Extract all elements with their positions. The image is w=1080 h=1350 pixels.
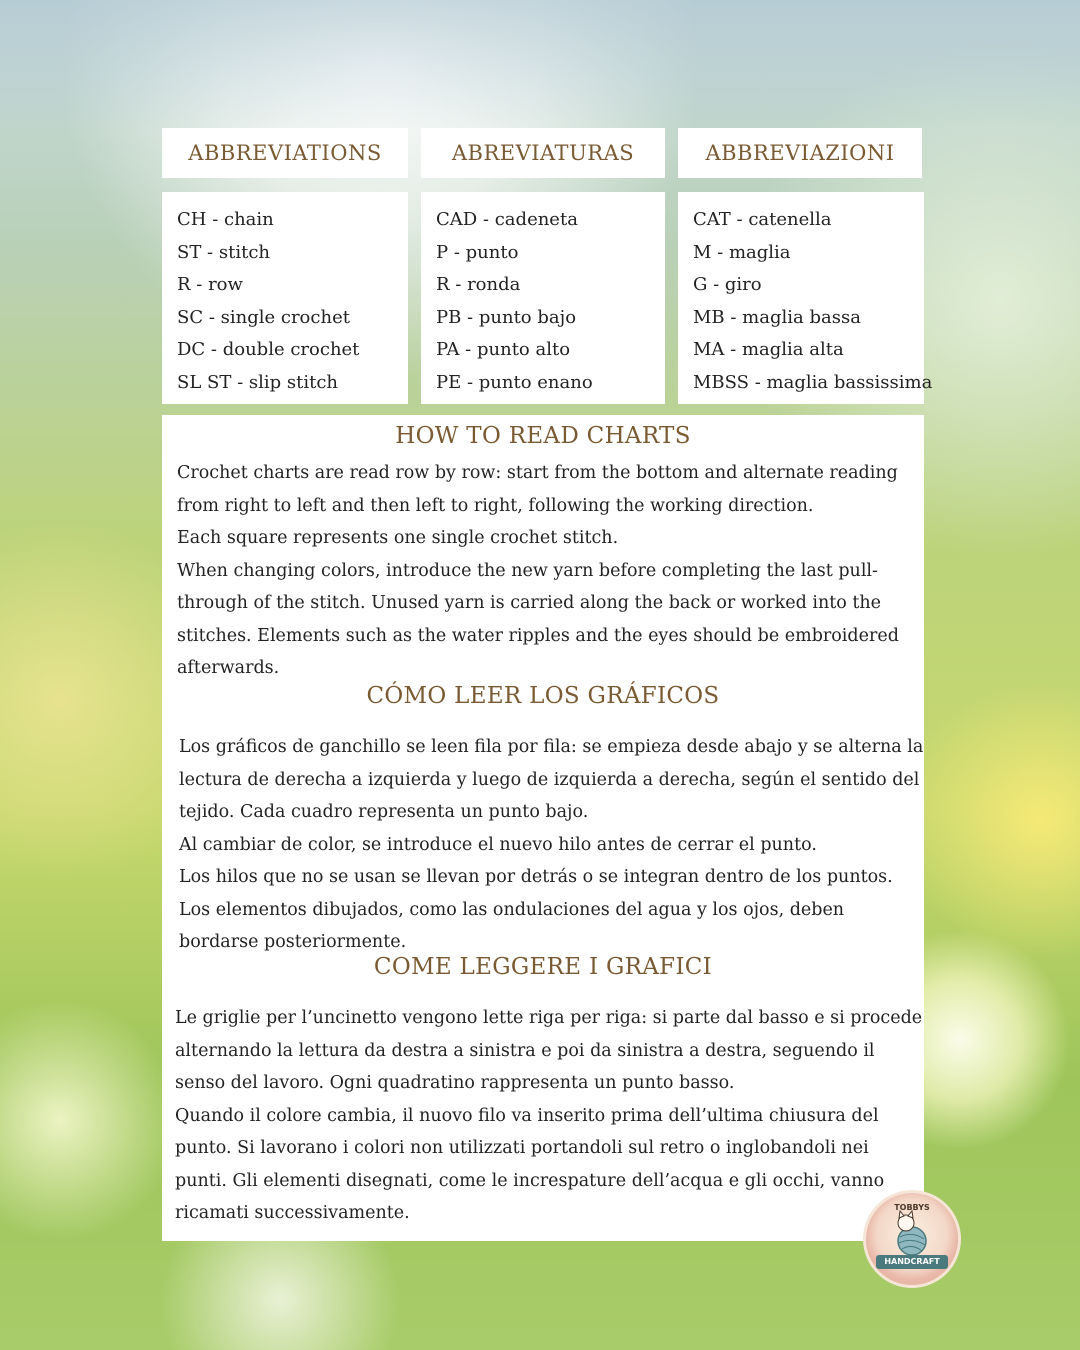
section-en xyxy=(162,423,924,685)
yarn-ball-cat-icon xyxy=(866,1193,958,1285)
paragraph-line: afterwards. xyxy=(177,658,280,678)
list-item: G - giro xyxy=(693,274,762,295)
abbreviations-list-en xyxy=(162,192,408,404)
list-item: PA - punto alto xyxy=(436,339,571,360)
list-item: SL ST - slip stitch xyxy=(177,371,338,393)
paragraph-line: lectura de derecha a izquierda y luego de izquierda a derecha, según el sentido del xyxy=(179,769,920,790)
instructions-card xyxy=(162,415,924,1241)
paragraph-line: from right to left and then left to right, following the working direction. xyxy=(177,495,814,516)
abbreviations-header-it xyxy=(678,128,922,178)
abbreviation-list xyxy=(421,192,665,399)
paragraph-line: Le griglie per l’uncinetto vengono lette riga per riga: si parte dal basso e si procede xyxy=(175,1008,923,1028)
list-item: R - ronda xyxy=(436,274,521,295)
paragraph-line: When changing colors, introduce the new yarn before completing the last pull- xyxy=(177,560,878,581)
list-item: M - maglia xyxy=(693,241,791,263)
list-item: MA - maglia alta xyxy=(693,339,844,360)
list-item: SC - single crochet xyxy=(177,306,350,328)
abbreviations-list-it xyxy=(678,192,933,404)
section-title: CÓMO LEER LOS GRÁFICOS xyxy=(366,683,720,709)
paragraph-line: alternando la lettura da destra a sinistra e poi da sinistra a destra, seguendo il xyxy=(175,1040,875,1061)
paragraph-line: ricamati successivamente. xyxy=(175,1203,410,1223)
paragraph-line: Crochet charts are read row by row: start from the bottom and alternate reading xyxy=(177,463,898,483)
paragraph-line: tejido. Cada cuadro representa un punto bajo. xyxy=(179,802,589,822)
background-sky xyxy=(0,0,1080,130)
section-title: COME LEGGERE I GRAFICI xyxy=(373,954,713,980)
list-item: MB - maglia bassa xyxy=(693,306,861,328)
list-item: ST - stitch xyxy=(177,241,270,263)
logo-ribbon: HANDCRAFT xyxy=(876,1255,948,1269)
logo-top-text: TOBBYS xyxy=(894,1203,930,1212)
section-it xyxy=(162,954,924,1230)
paragraph-line: Quando il colore cambia, il nuovo filo va inserito prima dell’ultima chiusura del xyxy=(175,1105,879,1126)
list-item: PE - punto enano xyxy=(436,371,593,393)
list-item: CAD - cadeneta xyxy=(436,209,578,230)
list-item: CH - chain xyxy=(177,209,274,230)
list-item: CAT - catenella xyxy=(693,209,832,230)
list-item: DC - double crochet xyxy=(177,339,360,360)
list-item: R - row xyxy=(177,274,243,295)
paragraph-line: through of the stitch. Unused yarn is carried along the back or worked into the xyxy=(177,593,882,613)
paragraph-line: senso del lavoro. Ogni quadratino rappresenta un punto basso. xyxy=(175,1073,735,1093)
paragraph-line: bordarse posteriormente. xyxy=(179,932,407,952)
paragraph-line: Los gráficos de ganchillo se leen fila por fila: se empieza desde abajo y se alterna la xyxy=(179,737,924,757)
paragraph-line: Each square represents one single crochet stitch. xyxy=(177,528,619,548)
section-es xyxy=(162,683,924,959)
abbreviations-header-en xyxy=(162,128,408,178)
list-item: PB - punto bajo xyxy=(436,306,577,328)
paragraph-line: punti. Gli elementi disegnati, come le increspature dell’acqua e gli occhi, vanno xyxy=(175,1170,885,1191)
abbreviations-header-es xyxy=(421,128,665,178)
abbreviation-list xyxy=(678,192,933,399)
brand-logo xyxy=(866,1193,958,1285)
list-item: P - punto xyxy=(436,241,519,263)
abbreviation-list xyxy=(162,192,408,399)
list-item: MBSS - maglia bassissima xyxy=(693,371,933,393)
paragraph-line: punto. Si lavorano i colori non utilizzati portandoli sul retro o inglobandoli nei xyxy=(175,1138,869,1158)
paragraph-line: Los elementos dibujados, como las ondulaciones del agua y los ojos, deben xyxy=(179,899,845,920)
abbreviations-list-es xyxy=(421,192,665,404)
column-header: ABREVIATURAS xyxy=(451,141,635,165)
column-header: ABBREVIAZIONI xyxy=(705,141,895,165)
paragraph-line: Al cambiar de color, se introduce el nuevo hilo antes de cerrar el punto. xyxy=(179,834,817,855)
column-header: ABBREVIATIONS xyxy=(188,141,382,165)
paragraph-line: stitches. Elements such as the water ripples and the eyes should be embroidered xyxy=(177,625,899,646)
section-title: HOW TO READ CHARTS xyxy=(395,423,691,449)
paragraph-line: Los hilos que no se usan se llevan por detrás o se integran dentro de los puntos. xyxy=(179,867,893,887)
